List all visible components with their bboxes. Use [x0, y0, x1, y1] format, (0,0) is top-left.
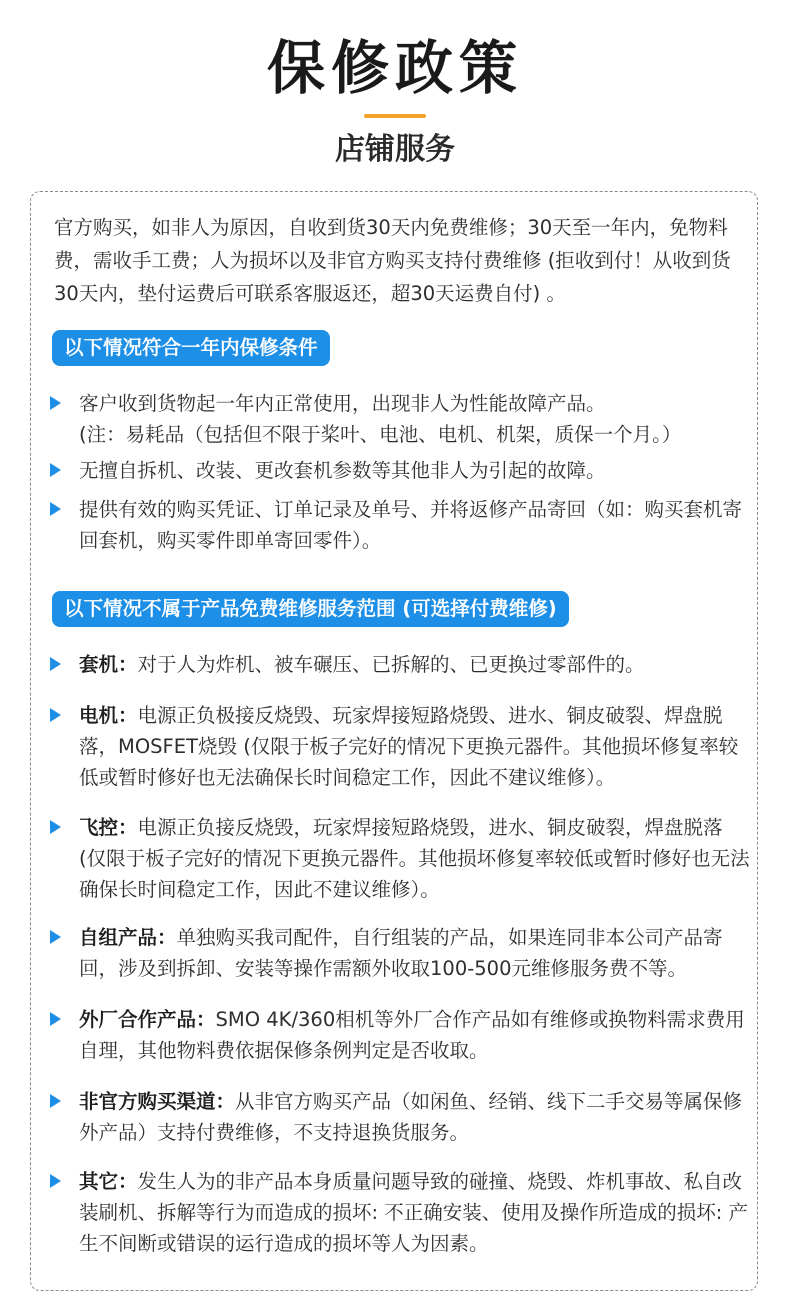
item-label: 套机：	[79, 653, 138, 676]
item-text: 发生人为的非产品本身质量问题导致的碰撞、烧毁、炸机事故、私自改装刷机、拆解等行为而造成的损坏: 不正确安装、使用及操作所造成的损坏: 产生不间断或错误的运行造成的损坏等人为因素。	[79, 1170, 749, 1255]
triangle-bullet-icon	[50, 1094, 61, 1108]
item-text: 对于人为炸机、被车碾压、已拆解的、已更换过零部件的。	[137, 653, 645, 676]
item-label: 自组产品：	[79, 926, 177, 949]
triangle-bullet-icon	[50, 708, 61, 722]
list-item	[50, 700, 750, 793]
list-item	[50, 388, 750, 450]
item-label: 其它：	[79, 1170, 138, 1193]
item-text: 电源正负接反烧毁，玩家焊接短路烧毁，进水、铜皮破裂，焊盘脱落 (仅限于板子完好的情况下更换元器件。其他损坏修复率较低或暂时修好也无法确保长时间稳定工作，因此不建议维修）。	[79, 816, 750, 901]
triangle-bullet-icon	[50, 1174, 61, 1188]
triangle-bullet-icon	[50, 1012, 61, 1026]
item-text: 电源正负极接反烧毁、玩家焊接短路烧毁、进水、铜皮破裂、焊盘脱落，MOSFET烧毁 (仅限于板子完好的情况下更换元器件。其他损坏修复率较低或暂时修好也无法确保长时间稳定工作，因此不建议维修）。	[79, 704, 739, 789]
list-item-text: 提供有效的购买凭证、订单记录及单号、并将返修产品寄回（如：购买套机寄回套机，购买零件即单寄回零件）。	[79, 498, 743, 552]
list-item-text: 客户收到货物起一年内正常使用，出现非人为性能故障产品。	[79, 392, 606, 415]
item-text: 单独购买我司配件，自行组装的产品，如果连同非本公司产品寄回，涉及到拆卸、安装等操作需额外收取100-500元维修服务费不等。	[79, 926, 723, 980]
list-item	[50, 812, 750, 905]
list-item	[50, 455, 750, 486]
intro-paragraph: 官方购买，如非人为原因，自收到货30天内免费维修；30天至一年内，免物料费，需收手工费；人为损坏以及非官方购买支持付费维修 (拒收到付！从收到货30天内，垫付运费后可联系客服返还，超30天运费自付) 。	[54, 216, 731, 305]
triangle-bullet-icon	[50, 502, 61, 516]
section-title-warranty-conditions: 以下情况符合一年内保修条件	[52, 330, 330, 366]
list-item	[50, 1166, 750, 1259]
item-text: SMO 4K/360相机等外厂合作产品如有维修或换物料需求费用自理，其他物料费依据保修条例判定是否收取。	[79, 1008, 745, 1062]
triangle-bullet-icon	[50, 463, 61, 477]
list-item-note: (注：易耗品（包括但不限于桨叶、电池、电机、机架，质保一个月。）	[79, 423, 682, 446]
item-label: 外厂合作产品：	[79, 1008, 216, 1031]
list-item	[50, 922, 750, 984]
item-text: 从非官方购买产品（如闲鱼、经销、线下二手交易等属保修外产品）支持付费维修，不支持退换货服务。	[79, 1090, 743, 1144]
list-item	[50, 1004, 750, 1066]
list-item-text: 无擅自拆机、改装、更改套机参数等其他非人为引起的故障。	[79, 459, 606, 482]
list-item	[50, 1086, 750, 1148]
list-item	[50, 649, 750, 680]
item-label: 飞控：	[79, 816, 138, 839]
item-label: 非官方购买渠道：	[79, 1090, 236, 1113]
page-title: 保修政策	[266, 34, 523, 102]
page-subtitle: 店铺服务	[335, 132, 455, 167]
triangle-bullet-icon	[50, 396, 61, 410]
triangle-bullet-icon	[50, 657, 61, 671]
list-item	[50, 494, 750, 556]
item-label: 电机：	[79, 704, 138, 727]
triangle-bullet-icon	[50, 820, 61, 834]
title-underline	[364, 114, 426, 118]
triangle-bullet-icon	[50, 930, 61, 944]
section-title-paid-repair: 以下情况不属于产品免费维修服务范围 (可选择付费维修)	[52, 591, 569, 627]
